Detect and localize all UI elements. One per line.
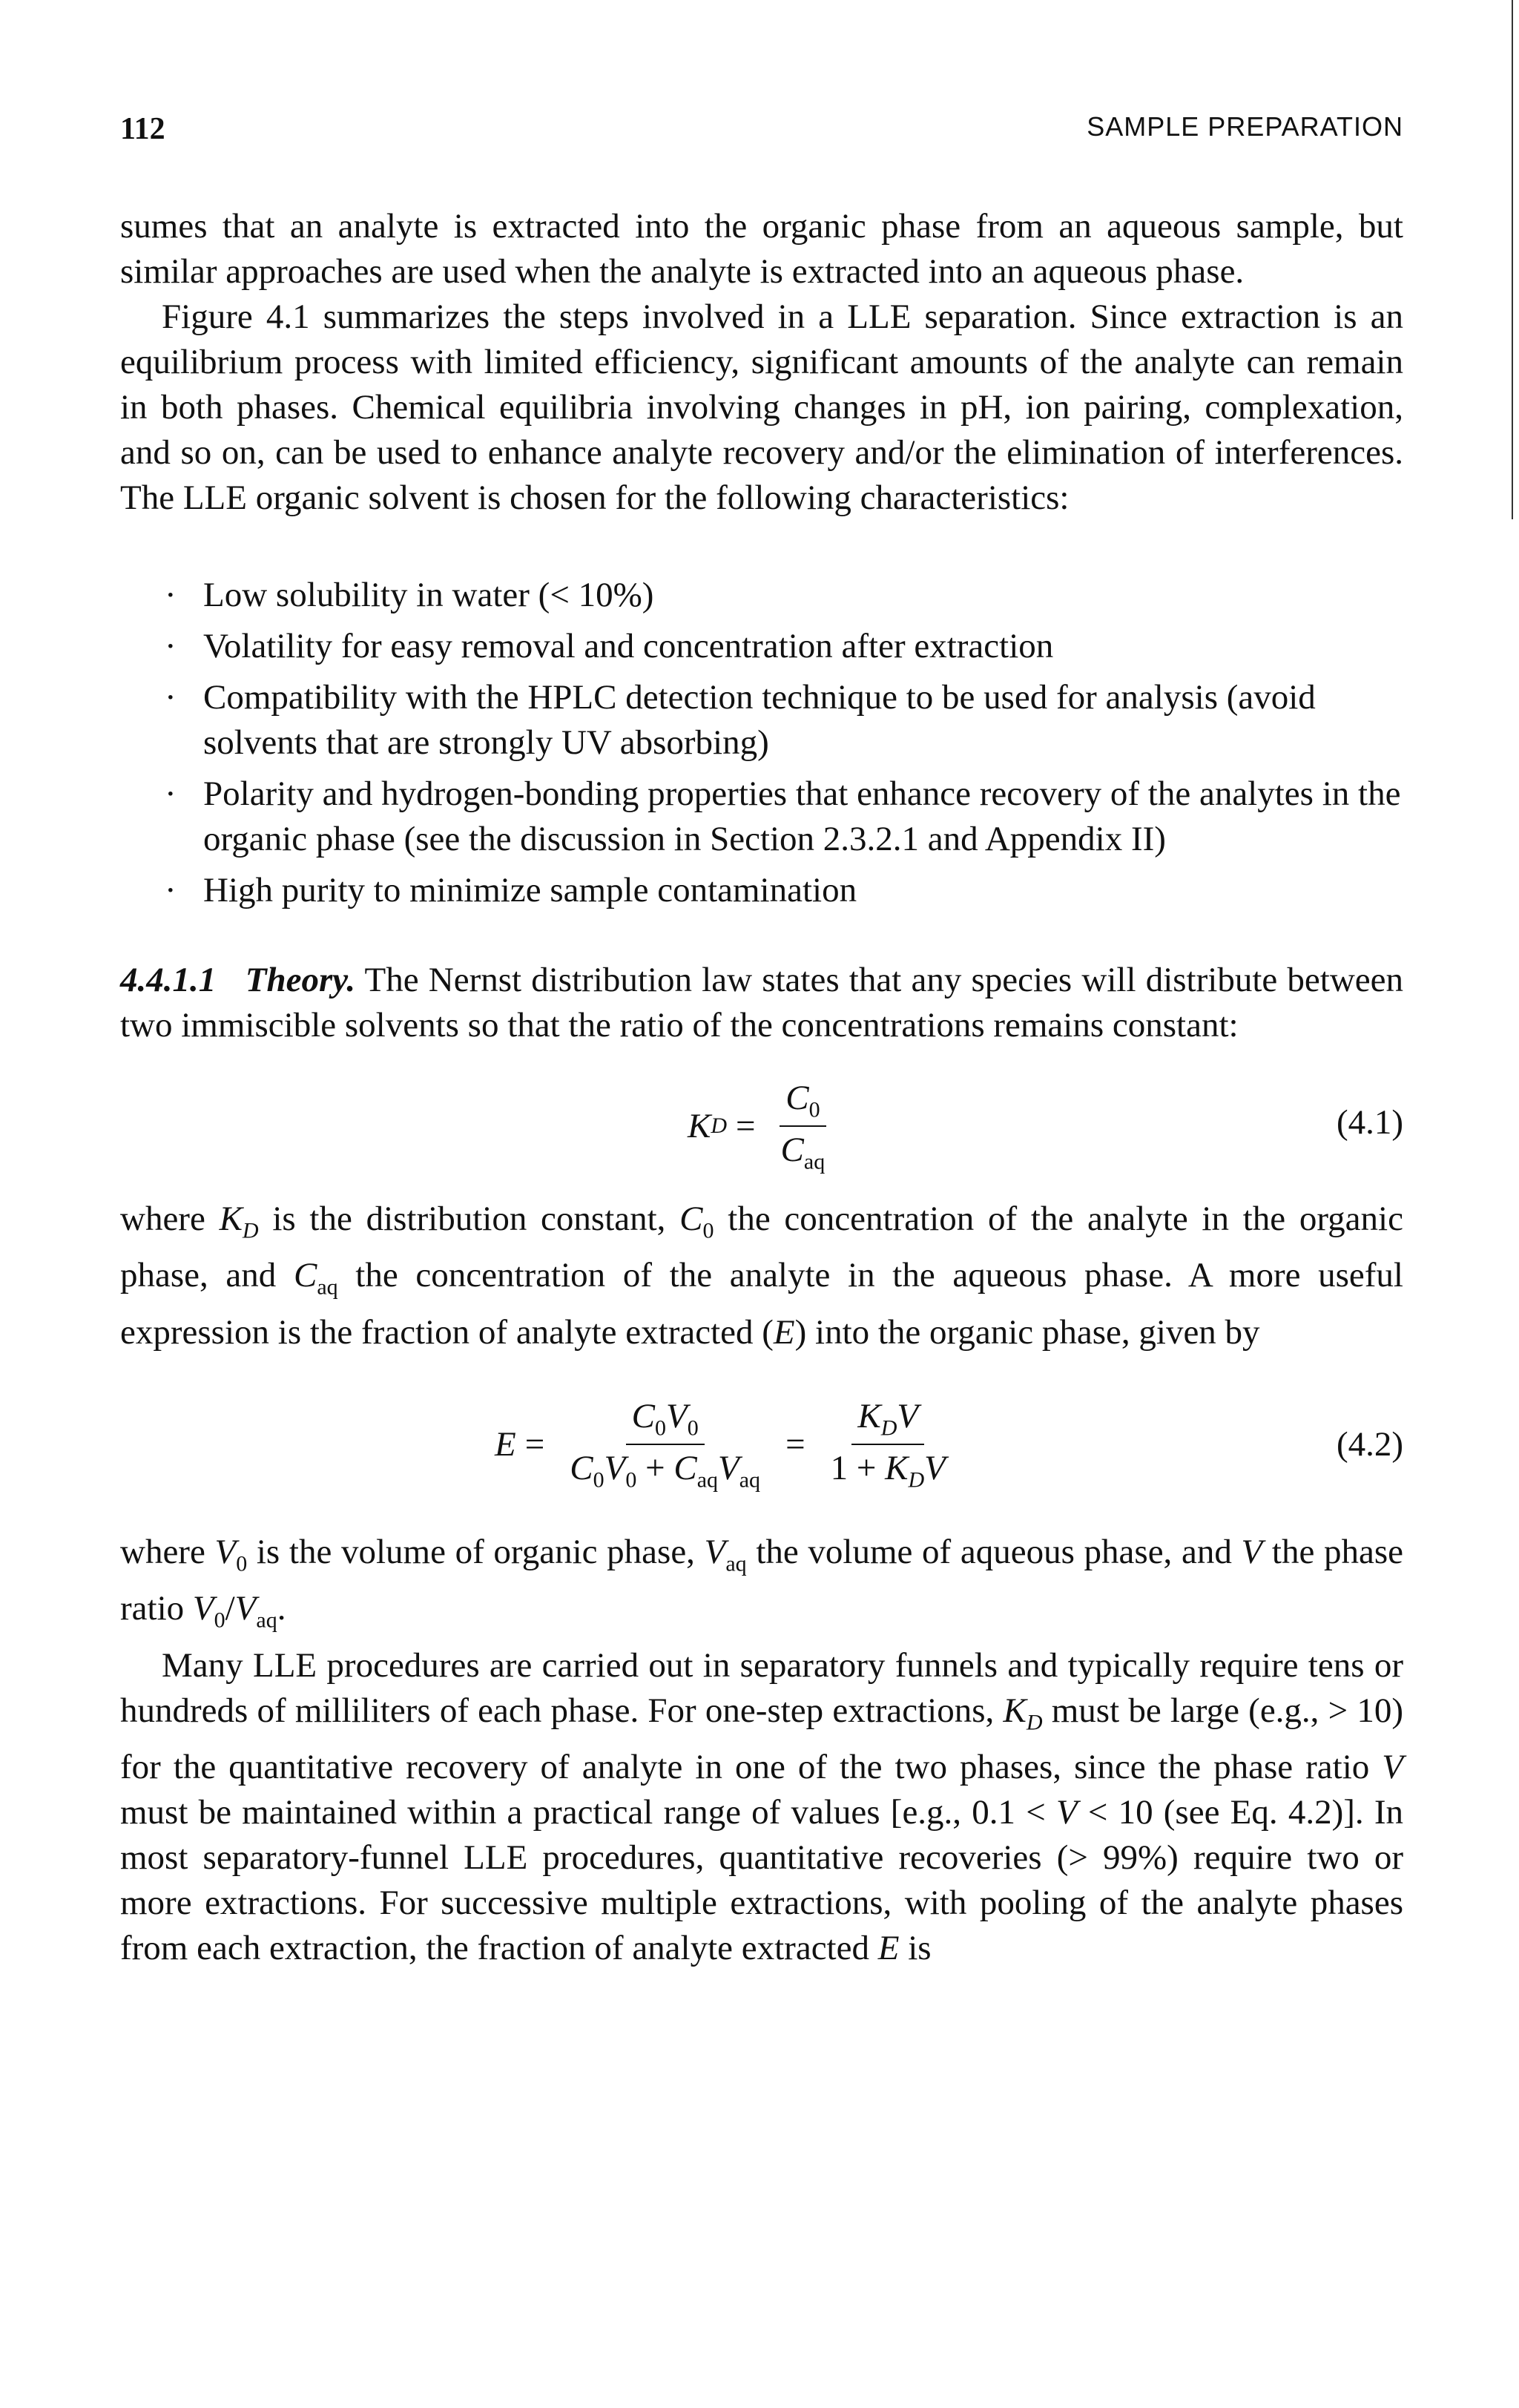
fraction: $\frac{C_0}{C_{aq}}$ — [780, 1079, 826, 1174]
section-text: The Nernst distribution law states that any species will distribute between two immiscible solvents so that the ratio of the concentrations remains constant: — [120, 961, 1404, 1045]
page-header — [120, 111, 1403, 156]
bullet-dot: · — [165, 871, 177, 909]
page-edge-line — [1512, 0, 1513, 519]
running-head: SAMPLE PREPARATION — [1087, 111, 1403, 142]
paragraph-volume-definitions: where $V_0$ is the volume of organic phase, $V_{aq}$ the volume of aqueous phase, and V the phase ratio $V_0/V_{aq}$. — [120, 1532, 1403, 1633]
bullet-dot: · — [165, 627, 177, 665]
section-title: Theory. — [245, 961, 356, 999]
bullet-dot: · — [165, 678, 177, 717]
bullet-dot: · — [165, 774, 177, 813]
list-item: · Volatility for easy removal and concentration after extraction — [165, 624, 1403, 669]
equation-4-2 — [120, 1389, 1403, 1500]
equation-formula: K D = $\frac{C_0}{C_{aq}}$ — [688, 1078, 841, 1175]
page-body — [120, 204, 1403, 1971]
section-number: 4.4.1.1 — [120, 961, 217, 999]
solvent-characteristics-list — [120, 573, 1403, 913]
list-item: · Compatibility with the HPLC detection technique to be used for analysis (avoid solvents that are strongly UV absorbing) — [165, 675, 1403, 766]
equation-number: (4.2) — [1336, 1424, 1403, 1464]
paragraph-separatory-funnels: Many LLE procedures are carried out in separatory funnels and typically require tens or hundreds of milliliters of each phase. For one-step extractions, $K_D$ must be large (e.g., > 10) for the quantitative recovery of analyte in one of the two phases, since the phase ratio V must be maintained within a practical range of values [e.g., 0.1 < V < 10 (see Eq. 4.2)]. In most separatory-funnel LLE procedures, quantitative recoveries (> 99%) require two or more extractions. For successive multiple extractions, with pooling of the analyte phases from each extraction, the fraction of analyte extracted E is — [120, 1645, 1403, 1967]
list-item: · High purity to minimize sample contamination — [165, 868, 1403, 913]
paragraph-definitions: where $K_D$ is the distribution constant, $C_0$ the concentration of the analyte in the organic phase, and $C_{aq}$ the concentration of the analyte in the aqueous phase. A more useful expression is the fraction of analyte extracted (E) into the organic phase, given by — [120, 1200, 1403, 1352]
bullet-dot: · — [165, 576, 177, 614]
fraction: $\frac{C_0V_0}{C_0V_0 + C_{aq}V_{aq}}$ — [570, 1396, 761, 1493]
page-number: 112 — [120, 112, 165, 146]
equation-formula: E = $\frac{C_0V_0}{C_0V_0 + C_{aq}V_{aq}}$ = $\frac{K_DV}{1 + K_DV}$ — [495, 1396, 962, 1493]
paragraph-lle-overview: Figure 4.1 summarizes the steps involved in a LLE separation. Since extraction is an equilibrium process with limited efficiency, significant amounts of the analyte can remain in both phases. Chemical equilibria involving changes in pH, ion pairing, complexation, and so on, can be used to enhance analyte recovery and/or the elimination of interferences. The LLE organic solvent is chosen for the following characteristics: — [120, 297, 1403, 517]
fraction: $\frac{K_DV}{1 + K_DV}$ — [830, 1396, 946, 1493]
equation-number: (4.1) — [1336, 1103, 1403, 1142]
section-theory — [120, 958, 1403, 1048]
list-item: · Polarity and hydrogen-bonding properties that enhance recovery of the analytes in the organic phase (see the discussion in Section 2.3.2.1 and Appendix II) — [165, 772, 1403, 862]
paragraph-continuation: sumes that an analyte is extracted into the organic phase from an aqueous sample, but similar approaches are used when the analyte is extracted into an aqueous phase. — [120, 207, 1403, 291]
list-item: · Low solubility in water (< 10%) — [165, 573, 1403, 618]
equation-4-1 — [120, 1070, 1403, 1174]
